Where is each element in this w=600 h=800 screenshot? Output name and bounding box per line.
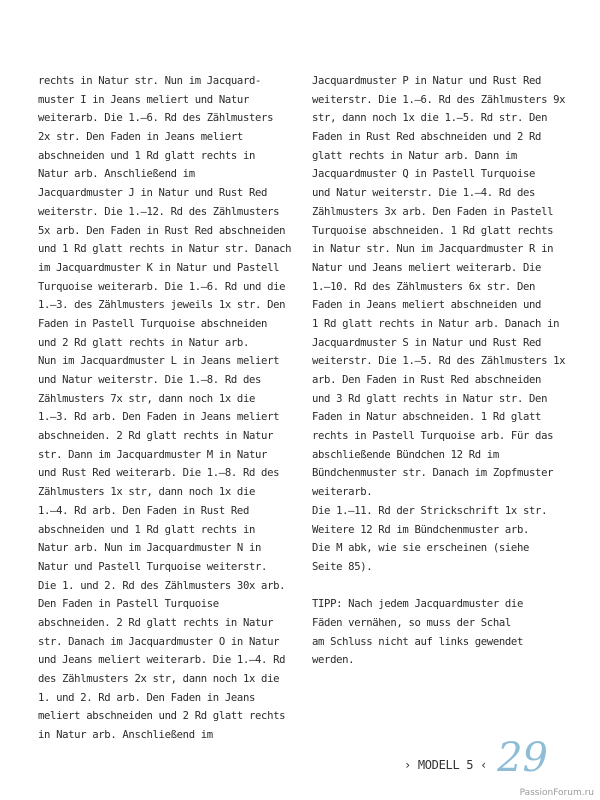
section-label: › MODELL 5 ‹ <box>403 758 488 772</box>
text-line: Die 1.–11. Rd der Strickschrift 1x str. <box>312 504 548 517</box>
text-line: Faden in Jeans meliert abschneiden und <box>312 299 542 312</box>
text-line: muster I in Jeans meliert und Natur <box>38 93 249 106</box>
paragraph-gap <box>312 577 568 596</box>
text-line: Natur und Jeans meliert weiterarb. Die <box>312 261 542 274</box>
text-line: Jacquardmuster J in Natur und Rust Red <box>38 187 268 200</box>
text-line: Faden in Rust Red abschneiden und 2 Rd <box>312 131 542 144</box>
text-line: Nun im Jacquardmuster L in Jeans meliert <box>38 355 280 368</box>
text-line: in Natur str. Nun im Jacquardmuster R in <box>312 243 554 256</box>
text-line: in Natur arb. Anschließend im <box>38 729 213 742</box>
text-line: Turquoise weiterarb. Die 1.–6. Rd und die <box>38 280 286 293</box>
text-line: Die M abk, wie sie erscheinen (siehe <box>312 542 530 555</box>
tip-block <box>312 595 568 670</box>
text-line: Seite 85). <box>312 560 373 573</box>
text-line: Bündchenmuster str. Danach im Zopfmuster <box>312 467 554 480</box>
text-line: 1.–4. Rd arb. Den Faden in Rust Red <box>38 504 249 517</box>
text-line: meliert abschneiden und 2 Rd glatt rechts <box>38 710 286 723</box>
text-line: 5x arb. Den Faden in Rust Red abschneiden <box>38 224 286 237</box>
text-line: 2x str. Den Faden in Jeans meliert <box>38 131 243 144</box>
text-line: 1.–3. Rd arb. Den Faden in Jeans meliert <box>38 411 280 424</box>
text-line: Faden in Pastell Turquoise abschneiden <box>38 317 268 330</box>
text-line: im Jacquardmuster K in Natur und Pastell <box>38 261 280 274</box>
text-line: weiterarb. Die 1.–6. Rd des Zählmusters <box>38 112 274 125</box>
text-line: weiterstr. Die 1.–12. Rd des Zählmusters <box>38 205 280 218</box>
text-line: und Natur weiterstr. Die 1.–4. Rd des <box>312 187 536 200</box>
text-line: 1.–3. des Zählmusters jeweils 1x str. Den <box>38 299 286 312</box>
text-line: 1. und 2. Rd arb. Den Faden in Jeans <box>38 691 256 704</box>
text-line: Weitere 12 Rd im Bündchenmuster arb. <box>312 523 530 536</box>
text-line: 1 Rd glatt rechts in Natur arb. Danach in <box>312 317 560 330</box>
page-number: 29 <box>497 735 548 781</box>
page-footer <box>403 735 548 781</box>
text-line: abschneiden und 1 Rd glatt rechts in <box>38 523 256 536</box>
text-line: Faden in Natur abschneiden. 1 Rd glatt <box>312 411 542 424</box>
text-line: Den Faden in Pastell Turquoise <box>38 598 219 611</box>
text-line: str, dann noch 1x die 1.–5. Rd str. Den <box>312 112 548 125</box>
text-line: Natur arb. Anschließend im <box>38 168 195 181</box>
text-line: Die 1. und 2. Rd des Zählmusters 30x arb. <box>38 579 286 592</box>
text-line: und Rust Red weiterarb. Die 1.–8. Rd des <box>38 467 280 480</box>
text-line: str. Danach im Jacquardmuster O in Natur <box>38 635 280 648</box>
text-line: glatt rechts in Natur arb. Dann im <box>312 149 517 162</box>
text-line: Zählmusters 7x str, dann noch 1x die <box>38 392 256 405</box>
left-text-column <box>38 72 294 745</box>
text-line: rechts in Natur str. Nun im Jacquard- <box>38 75 262 87</box>
text-line: und 1 Rd glatt rechts in Natur str. Danach <box>38 243 292 256</box>
text-line: 1.–10. Rd des Zählmusters 6x str. Den <box>312 280 536 293</box>
text-line: weiterstr. Die 1.–5. Rd des Zählmusters 1x <box>312 355 566 368</box>
watermark: PassionForum.ru <box>519 788 594 798</box>
text-line: abschneiden. 2 Rd glatt rechts in Natur <box>38 616 274 629</box>
tip-line: TIPP: Nach jedem Jacquardmuster die <box>312 598 523 611</box>
text-line: rechts in Pastell Turquoise arb. Für das <box>312 430 554 443</box>
text-line: und 2 Rd glatt rechts in Natur arb. <box>38 336 249 349</box>
tip-line: Fäden vernähen, so muss der Schal <box>312 616 511 629</box>
text-line: Jacquardmuster Q in Pastell Turquoise <box>312 168 536 181</box>
text-line: Zählmusters 1x str, dann noch 1x die <box>38 486 256 499</box>
text-line: Natur und Pastell Turquoise weiterstr. <box>38 560 268 573</box>
text-line: abschließende Bündchen 12 Rd im <box>312 448 499 461</box>
text-line: und Jeans meliert weiterarb. Die 1.–4. Rd <box>38 654 286 667</box>
text-line: Natur arb. Nun im Jacquardmuster N in <box>38 542 262 555</box>
text-line: Zählmusters 3x arb. Den Faden in Pastell <box>312 205 554 218</box>
text-line: abschneiden. 2 Rd glatt rechts in Natur <box>38 430 274 443</box>
text-line: Jacquardmuster S in Natur und Rust Red <box>312 336 542 349</box>
right-instructions <box>312 72 568 577</box>
tip-line: am Schluss nicht auf links gewendet <box>312 635 523 648</box>
text-line: arb. Den Faden in Rust Red abschneiden <box>312 374 542 386</box>
text-line: Jacquardmuster P in Natur und Rust Red <box>312 75 542 87</box>
tip-line: werden. <box>312 654 355 667</box>
text-line: und 3 Rd glatt rechts in Natur str. Den <box>312 392 548 405</box>
text-line: str. Dann im Jacquardmuster M in Natur <box>38 448 268 461</box>
text-line: weiterarb. <box>312 486 373 499</box>
text-line: Turquoise abschneiden. 1 Rd glatt rechts <box>312 224 554 237</box>
text-line: abschneiden und 1 Rd glatt rechts in <box>38 149 256 162</box>
text-line: des Zählmusters 2x str, dann noch 1x die <box>38 673 280 685</box>
text-line: und Natur weiterstr. Die 1.–8. Rd des <box>38 374 262 386</box>
text-line: weiterstr. Die 1.–6. Rd des Zählmusters 9x <box>312 93 566 106</box>
right-text-column <box>312 72 568 670</box>
